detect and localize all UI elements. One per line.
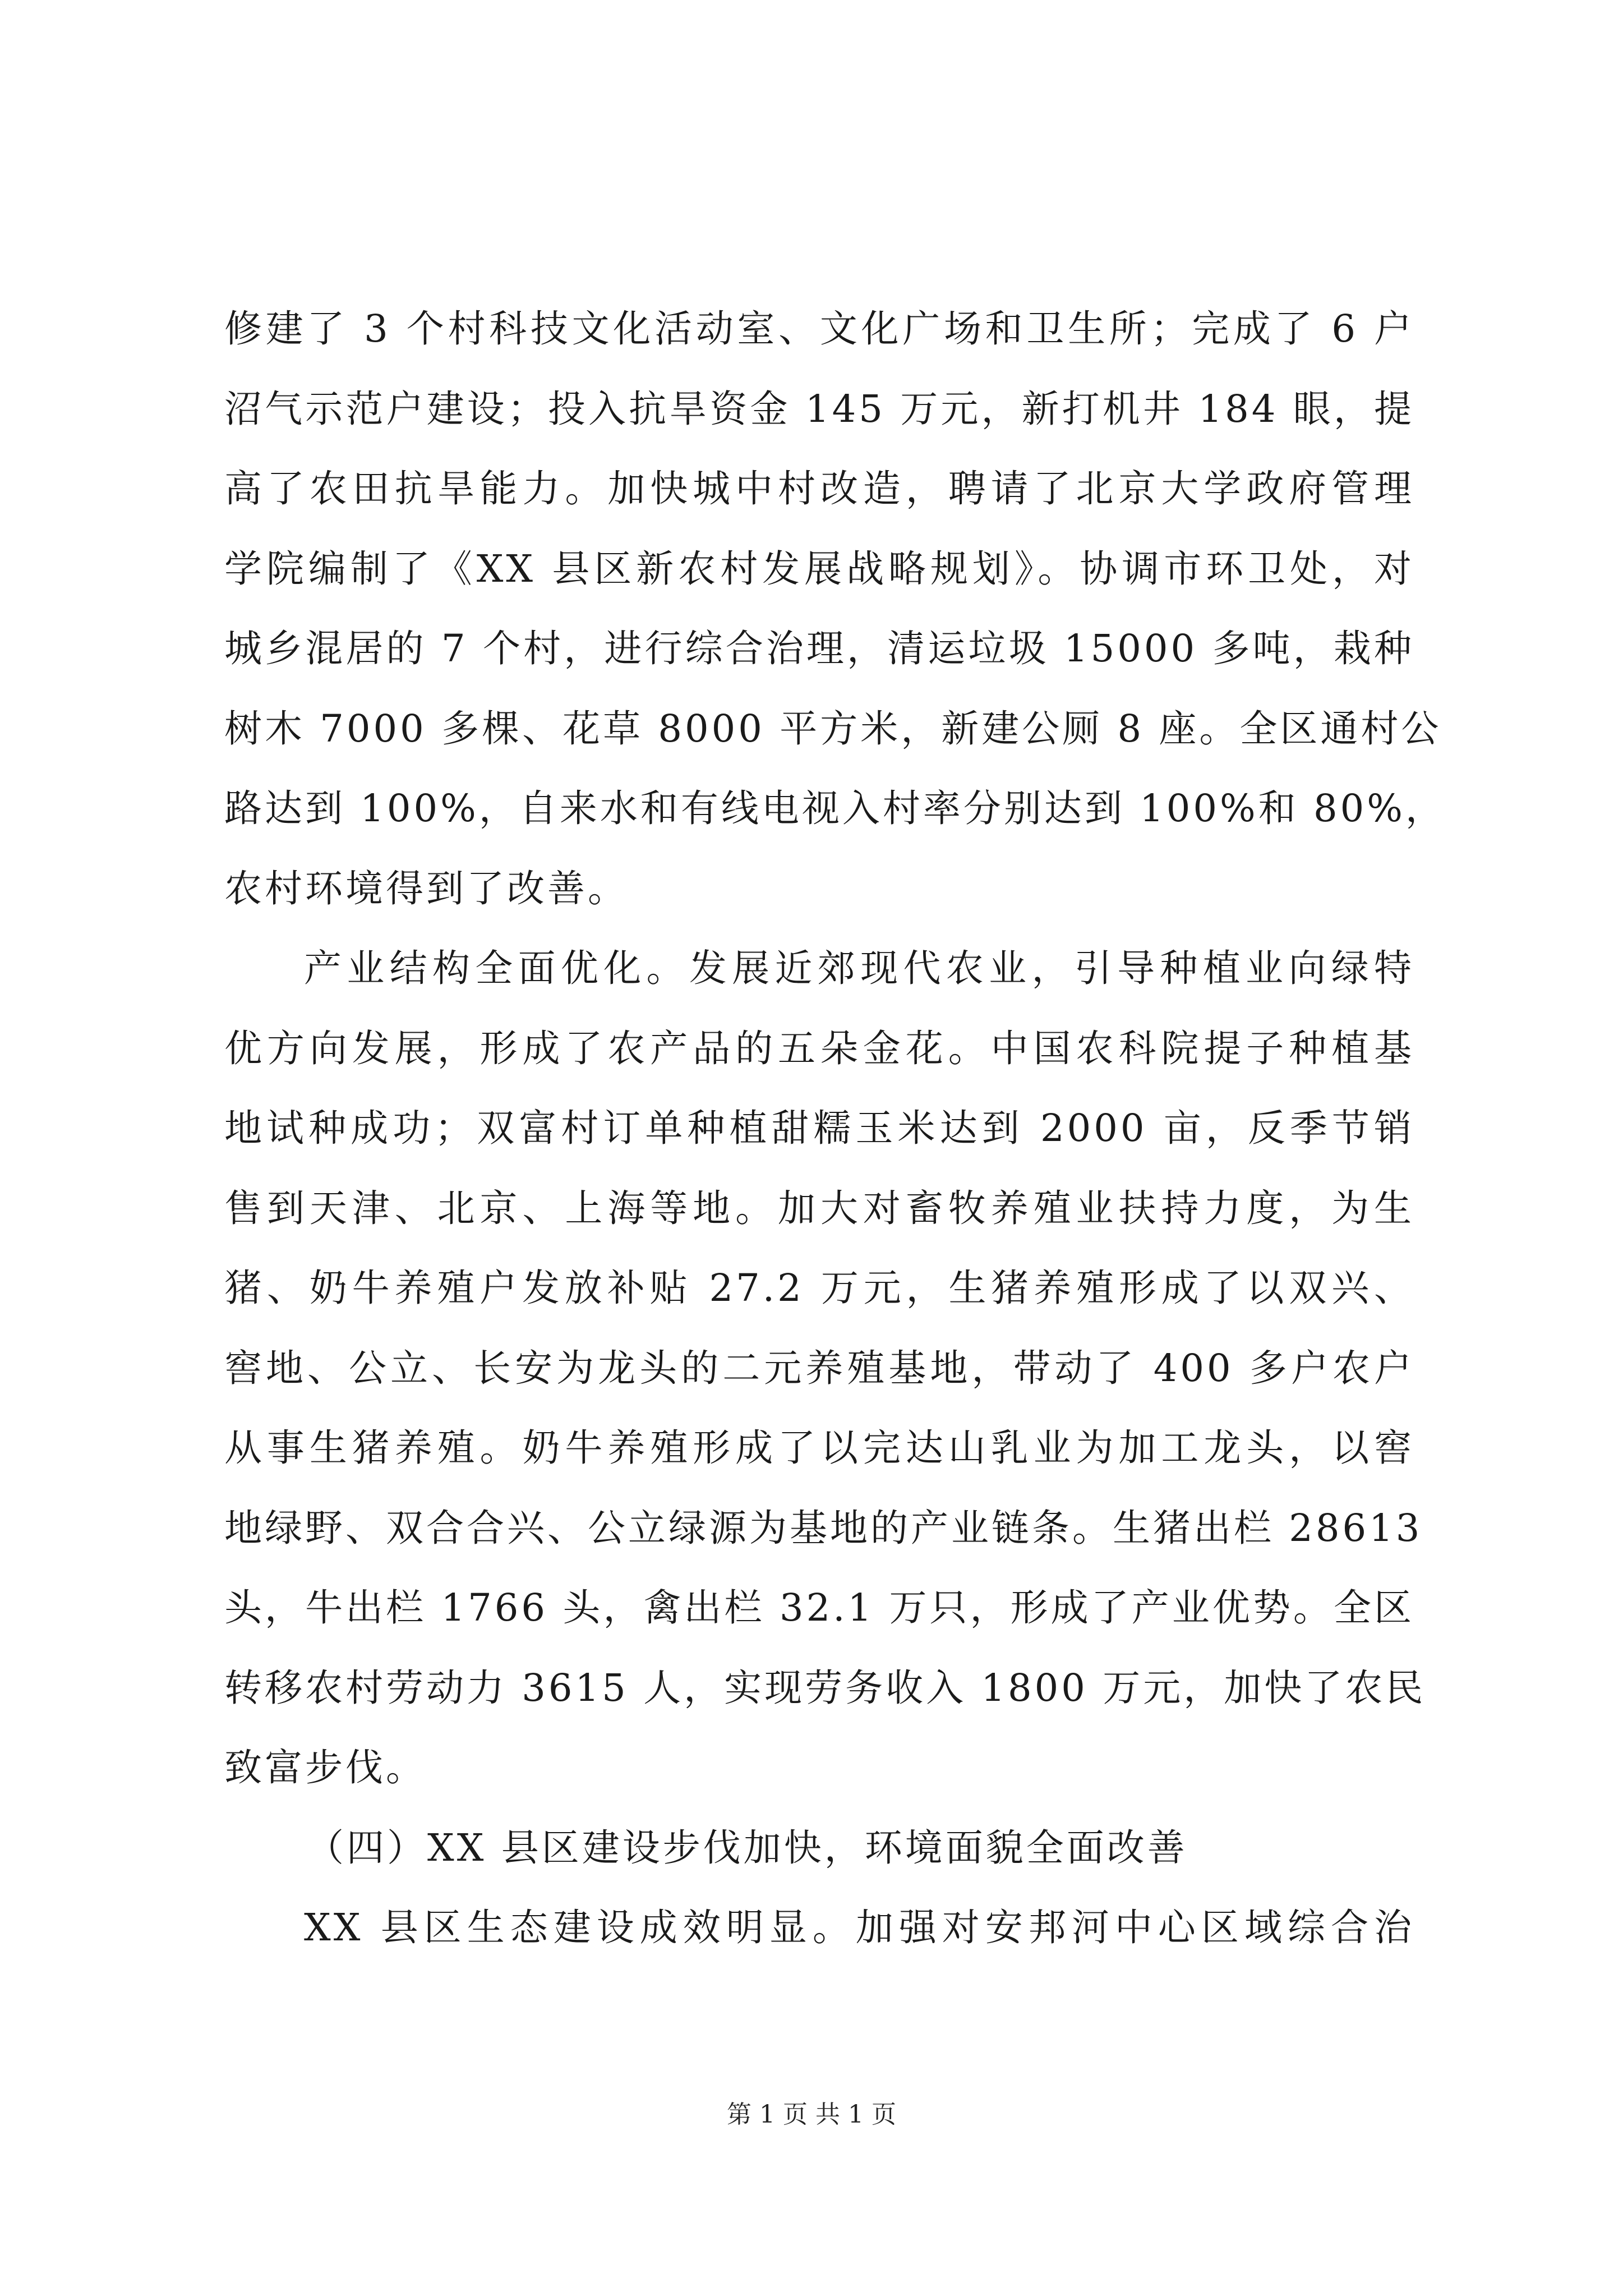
text-line: 城乡混居的 7 个村，进行综合治理，清运垃圾 15000 多吨，栽种 <box>224 627 1414 670</box>
text-line: 优方向发展，形成了农产品的五朵金花。中国农科院提子种植基 <box>224 1026 1414 1070</box>
text-line: 转移农村劳动力 3615 人，实现劳务收入 1800 万元，加快了农民 <box>224 1665 1426 1710</box>
text-line: 产业结构全面优化。发展近郊现代农业，引导种植业向绿特 <box>304 946 1414 990</box>
text-line: 头，牛出栏 1766 头，禽出栏 32.1 万只，形成了产业优势。全区 <box>224 1586 1414 1630</box>
text-line: 从事生猪养殖。奶牛养殖形成了以完达山乳业为加工龙头，以窖 <box>224 1426 1414 1470</box>
text-line: 学院编制了《XX 县区新农村发展战略规划》。协调市环卫处，对 <box>224 546 1414 591</box>
paragraph-ecology <box>224 1888 1414 1968</box>
text-line: 树木 7000 多棵、花草 8000 平方米，新建公厕 8 座。全区通村公 <box>224 706 1442 751</box>
page-footer: 第 1 页 共 1 页 <box>727 2100 896 2129</box>
text-line: 修建了 3 个村科技文化活动室、文化广场和卫生所；完成了 6 户 <box>224 307 1414 351</box>
text-line: 农村环境得到了改善。 <box>224 866 628 910</box>
text-line: 售到天津、北京、上海等地。加大对畜牧养殖业扶持力度，为生 <box>224 1186 1414 1230</box>
text-line: 窖地、公立、长安为龙头的二元养殖基地，带动了 400 多户农户 <box>224 1346 1414 1390</box>
section-heading: （四）XX 县区建设步伐加快，环境面貌全面改善 <box>306 1825 1188 1870</box>
text-line: XX 县区生态建设成效明显。加强对安邦河中心区域综合治 <box>304 1906 1414 1949</box>
text-line: 猪、奶牛养殖户发放补贴 27.2 万元，生猪养殖形成了以双兴、 <box>224 1266 1414 1310</box>
text-line: 地绿野、双合合兴、公立绿源为基地的产业链条。生猪出栏 28613 <box>224 1506 1423 1550</box>
paragraph-rural-environment <box>224 289 1446 928</box>
document-body <box>224 289 1446 1968</box>
text-line: 地试种成功；双富村订单种植甜糯玉米达到 2000 亩，反季节销 <box>224 1106 1414 1150</box>
text-line: 高了农田抗旱能力。加快城中村改造，聘请了北京大学政府管理 <box>224 467 1414 510</box>
text-line: 致富步伐。 <box>224 1746 426 1789</box>
text-line: 路达到 100%，自来水和有线电视入村率分别达到 100%和 80%， <box>224 786 1446 830</box>
paragraph-industry-structure <box>224 928 1426 1808</box>
text-line: 沼气示范户建设；投入抗旱资金 145 万元，新打机井 184 眼，提 <box>224 386 1414 431</box>
